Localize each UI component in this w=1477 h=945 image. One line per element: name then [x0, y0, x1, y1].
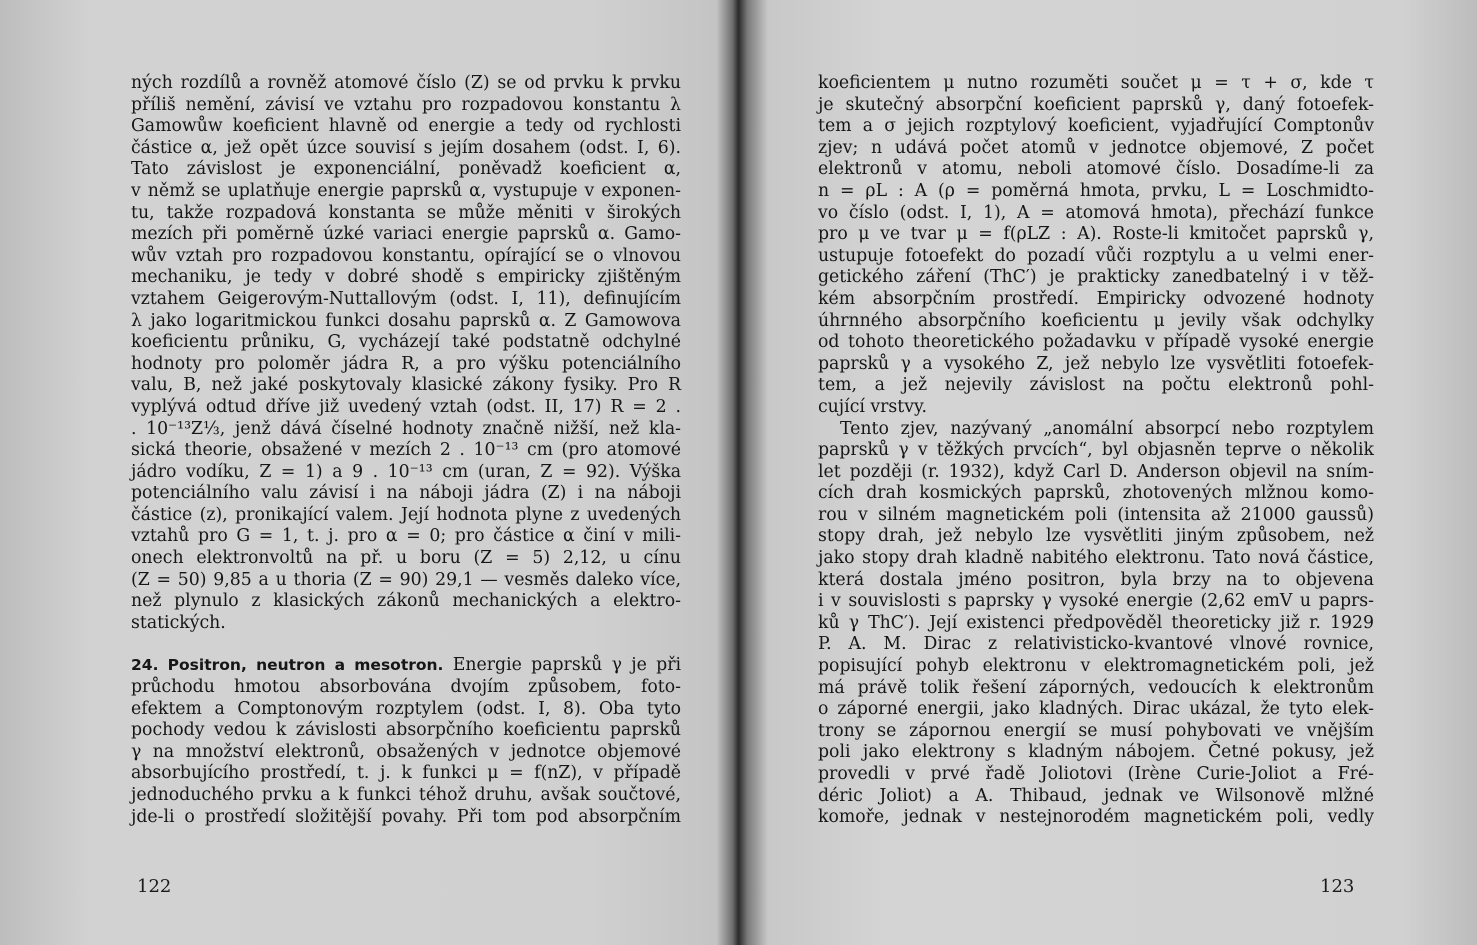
- right-page: [742, 0, 1477, 945]
- text-line: příliš nemění, závisí ve vztahu pro rozpadovou konstantu λ: [131, 94, 681, 115]
- text-line: průchodu hmotou absorbována dvojím způsobem, foto-: [131, 677, 681, 698]
- text-line: mezích při poměrně úzké variaci energie paprsků α. Gamo-: [131, 224, 681, 245]
- text-line: cích drah kosmických paprsků, zhotovených mlžnou komo-: [818, 483, 1374, 504]
- text-line: od tohoto theoretického požadavku v případě vysoké energie: [818, 332, 1374, 353]
- text-line: elektronů v atomu, neboli atomové číslo. Dosadíme-li za: [818, 159, 1374, 180]
- right-text-block: [818, 73, 1374, 829]
- text-line: stopy drah, jež nebylo lze vysvětliti jiným způsobem, než: [818, 526, 1374, 547]
- left-paragraph-2: [131, 677, 681, 828]
- text-line: ných rozdílů a rovněž atomové číslo (Z) se od prvku k prvku: [131, 73, 681, 93]
- text-line: hodnoty pro poloměr jádra R, a pro výšku potenciálního: [131, 353, 681, 374]
- text-line: i v souvislosti s paprsky γ vysoké energie (2,62 emV u paprs-: [818, 591, 1374, 612]
- text-line: provedli v prvé řadě Joliotovi (Irène Curie-Joliot a Fré-: [818, 764, 1374, 784]
- text-line: jako stopy drah kladně nabitého elektronu. Tato nová částice,: [818, 548, 1374, 569]
- text-line: let později (r. 1932), když Carl D. Anderson objevil na sním-: [818, 461, 1374, 482]
- right-paragraph-1: [818, 73, 1374, 419]
- text-line: vo číslo (odst. I, 1), A = atomová hmota), přechází funkce: [818, 202, 1374, 223]
- text-line: statických.: [131, 612, 226, 633]
- text-line: zjev; n udává počet atomů v jednotce objemové, Z počet: [818, 137, 1374, 158]
- text-line: částice α, jež opět úzce souvisí s jejím dosahem (odst. I, 6).: [131, 137, 681, 158]
- text-line: n = ρL : A (ρ = poměrná hmota, prvku, L = Loschmidto-: [818, 180, 1374, 201]
- text-line: je skutečný absorpční koeficient paprsků γ, daný fotoefek-: [818, 94, 1374, 115]
- text-line: jde-li o prostředí složitější povahy. Při tom pod absorpčním: [131, 806, 681, 827]
- right-paragraph-2: [818, 419, 1374, 829]
- left-paragraph-1: [131, 73, 681, 634]
- text-line: ustupuje fotoefekt do pozadí vůči rozptylu a u velmi ener-: [818, 245, 1374, 266]
- text-line: γ na množství elektronů, obsažených v jednotce objemové: [131, 741, 681, 762]
- text-line: getického záření (ThC′) je prakticky zanedbatelný i v těž-: [818, 267, 1374, 288]
- text-line: vztahem Geigerovým-Nuttallovým (odst. I, 11), definujícím: [131, 288, 681, 309]
- text-line: poli jako elektrony s kladným nábojem. Četné pokusy, jež: [818, 742, 1374, 763]
- text-line: P. A. M. Dirac z relativisticko-kvantové vlnové rovnice,: [818, 634, 1374, 655]
- text-line: absorbujícího prostředí, t. j. k funkci μ = f(nZ), v případě: [131, 763, 681, 784]
- text-line: tu, takže rozpadová konstanta se může měniti v širokých: [131, 202, 681, 223]
- section-heading: 24. Positron, neutron a mesotron.: [131, 656, 444, 675]
- page-number-right: 123: [1320, 876, 1355, 897]
- text-line: efektem a Comptonovým rozptylem (odst. I, 8). Oba tyto: [131, 698, 681, 719]
- text-line: valu, B, než jaké poskytovaly klasické zákony fysiky. Pro R: [131, 375, 681, 396]
- text-line: paprsků γ v těžkých prvcích“, byl objasněn teprve o několik: [818, 440, 1374, 461]
- text-line: cující vrstvy.: [818, 396, 927, 417]
- text-line: déric Joliot) a A. Thibaud, jednak ve Wilsonově mlžné: [818, 785, 1374, 806]
- text-line: tem, a jež nejevily závislost na počtu elektronů pohl-: [818, 375, 1374, 396]
- text-line: paprsků γ a vysokého Z, jež nebylo lze vysvětliti fotoefek-: [818, 353, 1374, 374]
- text-line: popisující pohyb elektronu v elektromagnetickém poli, jež: [818, 656, 1374, 677]
- text-line: Tato závislost je exponenciální, poněvadž koeficient α,: [131, 159, 681, 180]
- text-line: komoře, jednak v nestejnorodém magnetickém poli, vedly: [818, 807, 1374, 828]
- text-line: rou v silném magnetickém poli (intensita až 21000 gaussů): [818, 504, 1374, 525]
- page-number-left: 122: [137, 876, 172, 897]
- text-line: koeficientem μ nutno rozuměti součet μ = τ + σ, kde τ: [818, 73, 1374, 93]
- text-line: pochody vedou k závislosti absorpčního koeficientu paprsků: [131, 720, 681, 741]
- text-line: Tento zjev, nazývaný „anomální absorpcí nebo rozptylem: [840, 418, 1374, 439]
- text-line: mechaniku, je tedy v dobré shodě s empiricky zjištěným: [131, 267, 681, 288]
- text-line: jednoduchého prvku a k funkci téhož druhu, avšak součtové,: [131, 785, 681, 805]
- text-line: jádro vodíku, Z = 1) a 9 . 10⁻¹³ cm (uran, Z = 92). Výška: [131, 461, 681, 482]
- text-line: má právě tolik řešení záporných, vedoucích k elektronům: [818, 677, 1374, 698]
- text-line: sická theorie, obsažené v mezích 2 . 10⁻¹³ cm (pro atomové: [131, 440, 681, 461]
- text-line: vyplývá odtud dříve již uvedený vztah (odst. II, 17) R = 2 .: [131, 396, 681, 417]
- text-line: vztahů pro G = 1, t. j. pro α = 0; pro částice α činí v mili-: [131, 526, 681, 547]
- text-line: koeficientu průniku, G, vycházejí také podstatně odchylné: [131, 332, 681, 353]
- text-line: wův vztah pro rozpadovou konstantu, opírající se o vlnovou: [131, 245, 681, 266]
- section-24-first-line: [131, 655, 681, 677]
- text-line: trony se zápornou energií se musí pohybovati ve vnějším: [818, 720, 1374, 741]
- text-line: λ jako logaritmickou funkci dosahu paprsků α. Z Gamowova: [131, 310, 681, 331]
- text-line: (Z = 50) 9,85 a u thoria (Z = 90) 29,1 — vesměs daleko více,: [131, 569, 681, 590]
- left-text-block: [131, 73, 681, 828]
- text-line: onech elektronvoltů na př. u boru (Z = 5) 2,12, u cínu: [131, 548, 681, 569]
- text-line: potenciálního valu závisí i na náboji jádra (Z) i na náboji: [131, 483, 681, 504]
- left-page: [0, 0, 735, 945]
- text-line: o záporné energii, jako kladných. Dirac ukázal, že tyto elek-: [818, 699, 1374, 720]
- text-line: než plynulo z klasických zákonů mechanických a elektro-: [131, 591, 681, 612]
- text-line: pro μ ve tvar μ = f(ρLZ : A). Roste-li kmitočet paprsků γ,: [818, 224, 1374, 245]
- text-line: která dostala jméno positron, byla brzy na to objevena: [818, 569, 1374, 590]
- text-line: úhrnného absorpčního koeficientu μ jevily však odchylky: [818, 310, 1374, 331]
- text-line: tem a σ jejich rozptylový koeficient, vyjadřující Comptonův: [818, 116, 1374, 137]
- text-line: ků γ ThC′). Její existenci předpověděl theoreticky již r. 1929: [818, 612, 1374, 633]
- section-heading-continuation: Energie paprsků γ je při: [443, 655, 681, 676]
- text-line: částice (z), pronikající valem. Její hodnota plyne z uvedených: [131, 504, 681, 525]
- text-line: kém absorpčním prostředí. Empiricky odvozené hodnoty: [818, 288, 1374, 309]
- text-line: Gamowůw koeficient hlavně od energie a tedy od rychlosti: [131, 116, 681, 137]
- text-line: . 10⁻¹³Z⅓, jenž dává číselné hodnoty značně nižší, než kla-: [131, 418, 681, 439]
- text-line: v němž se uplatňuje energie paprsků α, vystupuje v exponen-: [131, 180, 681, 201]
